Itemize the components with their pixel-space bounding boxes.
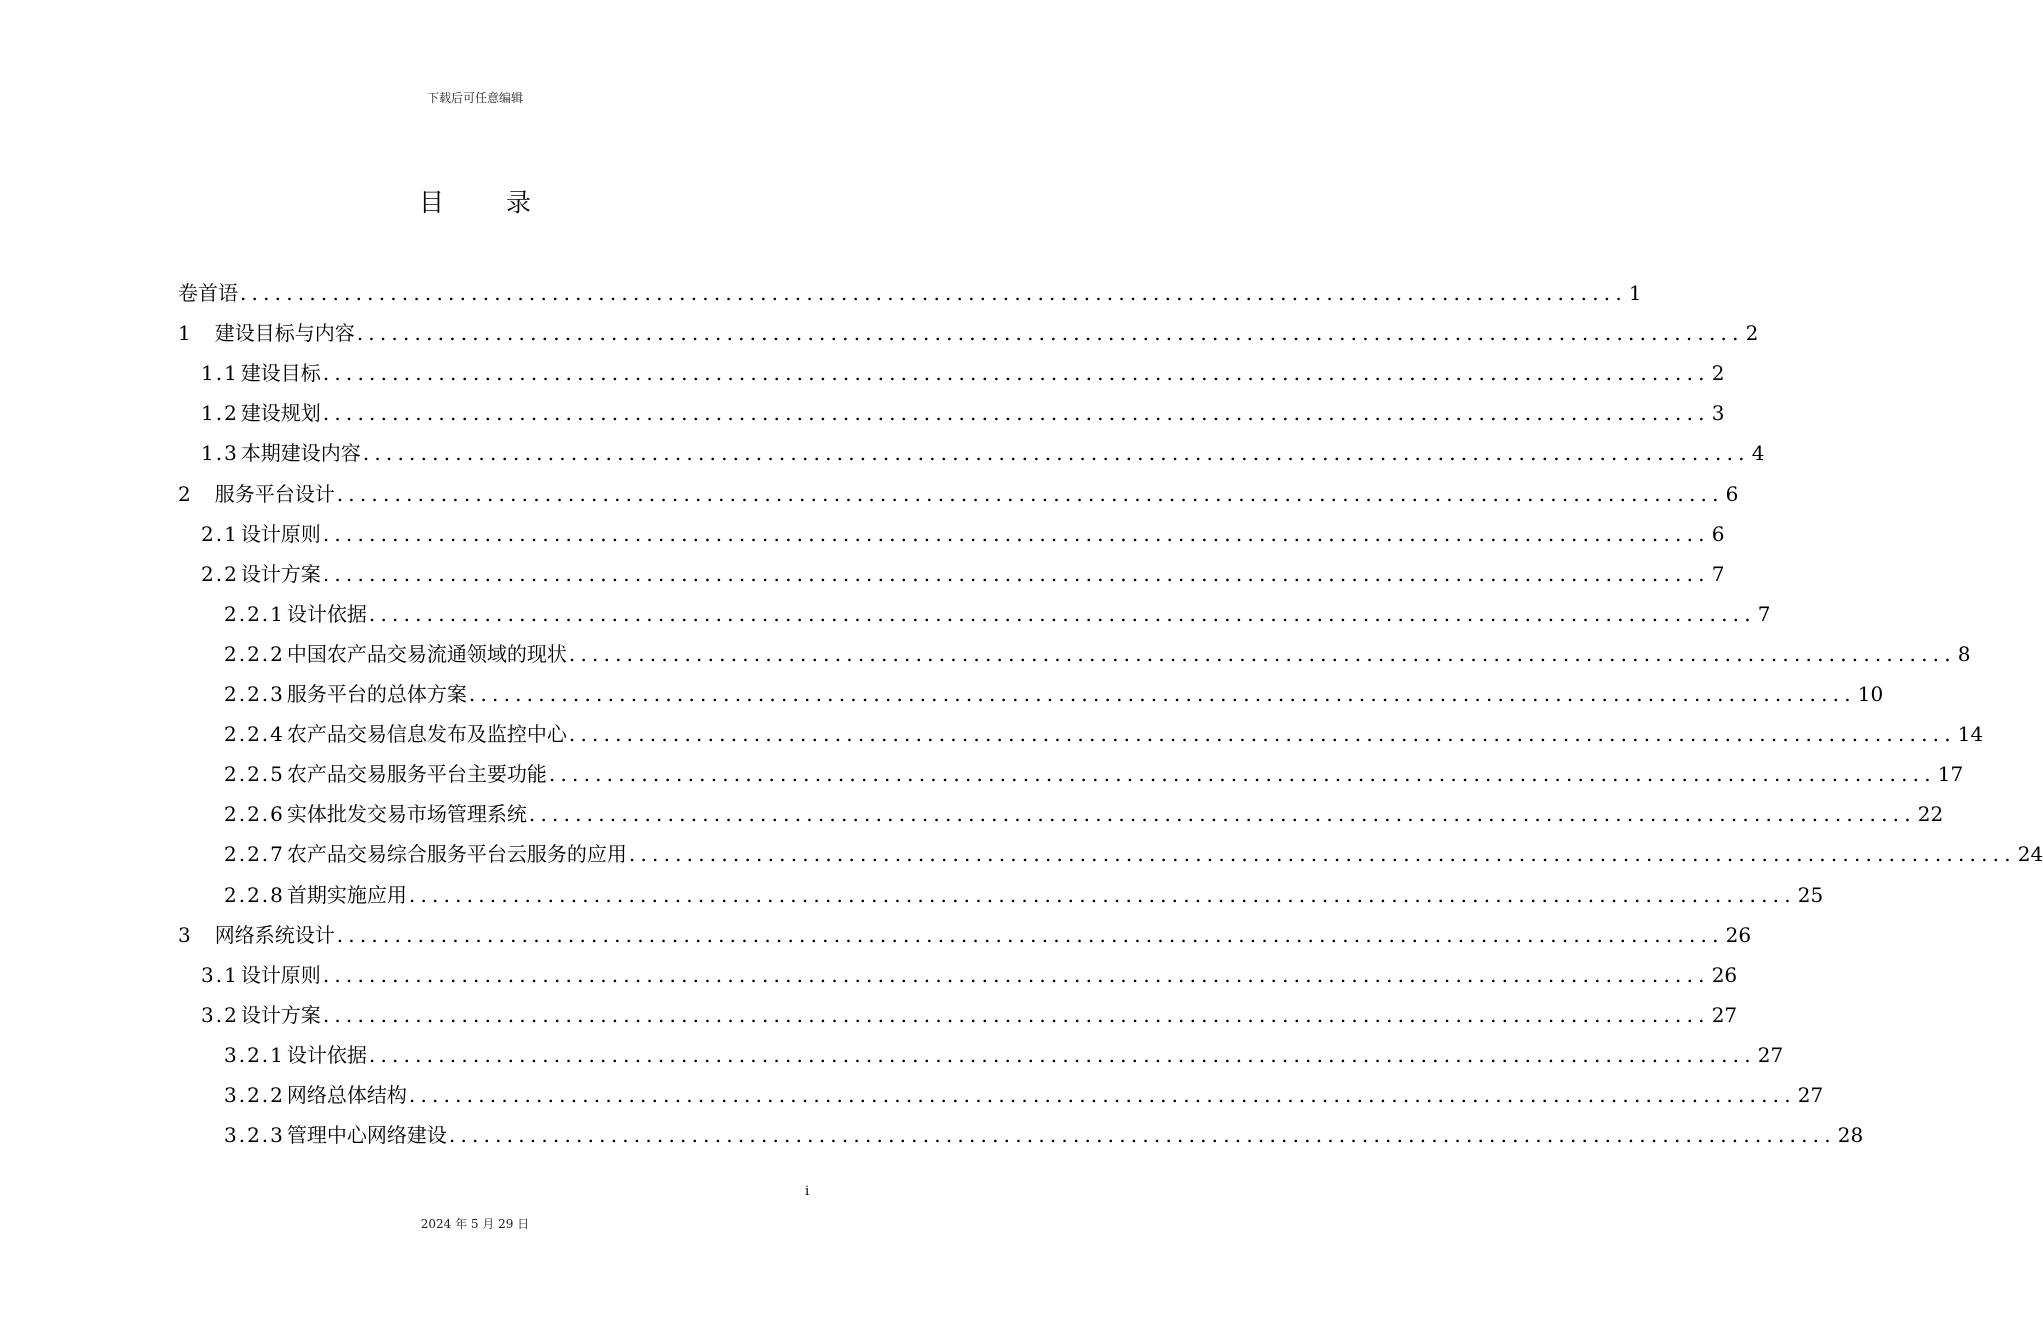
- toc-entry[interactable]: [224, 838, 2043, 870]
- toc-entry-page: 17: [1937, 762, 1964, 787]
- toc-entry-number: 3.2: [201, 1002, 239, 1027]
- toc-entry-page: 26: [1725, 922, 1752, 947]
- toc-entry[interactable]: [224, 638, 1971, 670]
- toc-entry-page: 10: [1857, 682, 1884, 706]
- toc-entry-title: 服务平台设计: [214, 481, 335, 506]
- toc-entry-title: 农产品交易信息发布及监控中心: [286, 722, 567, 747]
- toc-entry-title: 设计原则: [240, 962, 321, 987]
- toc-entry[interactable]: [224, 718, 1984, 750]
- toc-entry-number: 2: [178, 481, 193, 506]
- toc-entry-title: 建设目标: [240, 361, 321, 386]
- toc-dot-leader: ........................................................................................................................: [568, 722, 1956, 747]
- toc-entry-page: 6: [1711, 521, 1725, 546]
- toc-dot-leader: ........................................................................................................................: [322, 361, 1710, 386]
- toc-entry-title: 建设规划: [240, 401, 321, 426]
- toc-dot-leader: ........................................................................................................................: [628, 842, 2016, 867]
- toc-entry[interactable]: [178, 277, 1642, 309]
- toc-entry-page: 8: [1957, 641, 1971, 666]
- toc-entry-title: 本期建设内容: [240, 441, 361, 466]
- toc-entry-title: 农产品交易综合服务平台云服务的应用: [286, 842, 627, 867]
- toc-entry-number: 2.2.7: [224, 842, 285, 867]
- toc-entry[interactable]: [178, 919, 1752, 951]
- toc-entry-title: 设计依据: [286, 1042, 367, 1067]
- toc-entry[interactable]: [224, 598, 1771, 630]
- toc-entry-number: 2.2.3: [224, 682, 285, 706]
- toc-entry-number: 1.1: [201, 361, 239, 386]
- toc-entry[interactable]: [178, 478, 1739, 510]
- toc-entry-page: 24: [2017, 842, 2043, 867]
- toc-dot-leader: ........................................................................................................................: [322, 521, 1710, 546]
- toc-entry-number: 2.2.8: [224, 882, 285, 907]
- toc-entry[interactable]: [224, 1119, 1864, 1151]
- toc-dot-leader: ........................................................................................................................: [408, 882, 1796, 907]
- toc-entry[interactable]: [178, 317, 1759, 349]
- toc-entry[interactable]: [201, 437, 1765, 469]
- toc-entry-title: 设计原则: [240, 521, 321, 546]
- toc-entry-title: 网络系统设计: [214, 922, 335, 947]
- toc-entry-page: 28: [1837, 1123, 1864, 1148]
- toc-entry-number: 3.2.1: [224, 1042, 285, 1067]
- page-number: i: [805, 1184, 810, 1199]
- toc-entry-page: 27: [1797, 1083, 1824, 1107]
- toc-entry-title: 网络总体结构: [286, 1083, 407, 1107]
- toc-entry-title: 中国农产品交易流通领域的现状: [286, 641, 567, 666]
- toc-entry-page: 2: [1745, 321, 1759, 346]
- toc-entry[interactable]: [224, 1079, 1824, 1111]
- toc-dot-leader: ........................................................................................................................: [448, 1123, 1836, 1148]
- toc-entry-number: 2.2.2: [224, 641, 285, 666]
- toc-entry-title: 设计方案: [240, 561, 321, 586]
- toc-dot-leader: ........................................................................................................................: [322, 962, 1710, 987]
- toc-entry-page: 7: [1711, 561, 1725, 586]
- toc-entry[interactable]: [201, 999, 1738, 1031]
- toc-dot-leader: ........................................................................................................................: [336, 481, 1724, 506]
- toc-entry-title: 设计方案: [240, 1002, 321, 1027]
- toc-dot-leader: ........................................................................................................................: [528, 802, 1916, 827]
- toc-entry-number: 1.2: [201, 401, 239, 426]
- toc-entry-title: 实体批发交易市场管理系统: [286, 802, 527, 827]
- toc-entry-page: 3: [1711, 401, 1725, 426]
- toc-entry-number: 2.1: [201, 521, 239, 546]
- toc-entry-number: 2.2.5: [224, 762, 285, 787]
- toc-dot-leader: ........................................................................................................................: [322, 401, 1710, 426]
- toc-dot-leader: ........................................................................................................................: [356, 321, 1744, 346]
- toc-entry-number: 3.1: [201, 962, 239, 987]
- toc-entry-page: 6: [1725, 481, 1739, 506]
- toc-entry-page: 26: [1711, 962, 1738, 987]
- toc-entry[interactable]: [201, 357, 1725, 389]
- toc-entry[interactable]: [224, 678, 1884, 710]
- toc-dot-leader: ........................................................................................................................: [336, 922, 1724, 947]
- toc-entry-page: 7: [1757, 601, 1771, 626]
- toc-entry[interactable]: [224, 879, 1824, 911]
- toc-entry-title: 卷首语: [178, 281, 238, 305]
- toc-dot-leader: ........................................................................................................................: [368, 1042, 1756, 1067]
- toc-entry-page: 27: [1757, 1042, 1784, 1067]
- toc-dot-leader: ........................................................................................................................: [468, 682, 1856, 706]
- toc-entry-number: 1: [178, 321, 193, 346]
- toc-entry-page: 4: [1751, 441, 1765, 466]
- toc-entry-page: 14: [1957, 722, 1984, 747]
- toc-entry-number: 3.2.3: [224, 1123, 285, 1148]
- toc-entry[interactable]: [224, 798, 1944, 830]
- toc-dot-leader: ........................................................................................................................: [322, 1002, 1710, 1027]
- toc-entry-page: 22: [1917, 802, 1944, 827]
- page-title: 目录: [418, 188, 593, 217]
- toc-entry-title: 农产品交易服务平台主要功能: [286, 762, 547, 787]
- toc-entry-title: 首期实施应用: [286, 882, 407, 907]
- page-header: 下载后可任意编辑: [426, 91, 523, 105]
- page-footer-date: 2024 年 5 月 29 日: [420, 1217, 530, 1231]
- toc-dot-leader: ........................................................................................................................: [568, 641, 1956, 666]
- toc-entry[interactable]: [201, 518, 1725, 550]
- toc-entry-title: 管理中心网络建设: [286, 1123, 447, 1148]
- toc-dot-leader: ........................................................................................................................: [548, 762, 1936, 787]
- toc-entry-page: 2: [1711, 361, 1725, 386]
- toc-entry-number: 3: [178, 922, 193, 947]
- toc-entry[interactable]: [224, 758, 1964, 790]
- toc-entry-title: 服务平台的总体方案: [286, 682, 467, 706]
- toc-entry-number: 2.2.1: [224, 601, 285, 626]
- toc-entry-title: 建设目标与内容: [214, 321, 355, 346]
- toc-entry-number: 1.3: [201, 441, 239, 466]
- toc-dot-leader: ........................................................................................................................: [408, 1083, 1796, 1107]
- toc-dot-leader: ........................................................................................................................: [240, 281, 1627, 305]
- toc-dot-leader: ........................................................................................................................: [368, 601, 1756, 626]
- toc-entry-page: 25: [1797, 882, 1824, 907]
- toc-entry[interactable]: [201, 397, 1725, 429]
- toc-dot-leader: ........................................................................................................................: [362, 441, 1750, 466]
- toc-entry-number: 2.2: [201, 561, 239, 586]
- toc-entry-page: 1: [1628, 281, 1642, 305]
- toc-entry-number: 2.2.4: [224, 722, 285, 747]
- toc-entry-page: 27: [1711, 1002, 1738, 1027]
- toc-entry-number: 3.2.2: [224, 1083, 285, 1107]
- toc-entry-title: 设计依据: [286, 601, 367, 626]
- toc-entry[interactable]: [224, 1039, 1784, 1071]
- toc-entry-number: 2.2.6: [224, 802, 285, 827]
- toc-entry[interactable]: [201, 959, 1738, 991]
- toc-entry[interactable]: [201, 558, 1725, 590]
- toc-dot-leader: ........................................................................................................................: [322, 561, 1710, 586]
